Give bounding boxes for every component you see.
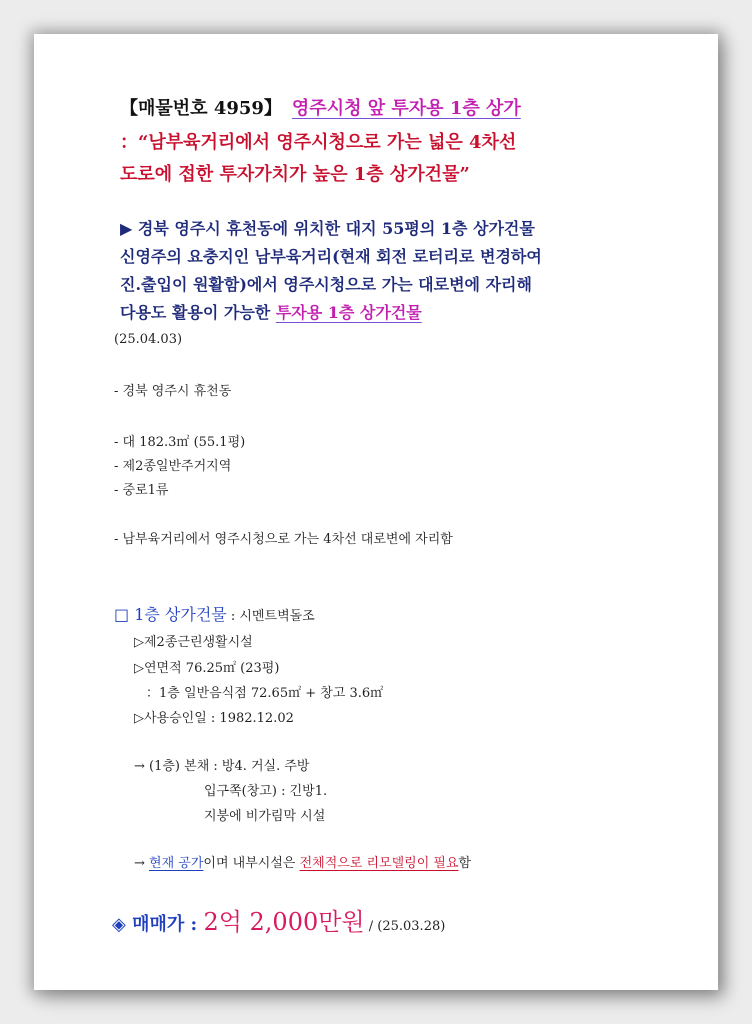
status-line (134, 852, 471, 871)
location-address: - 경북 영주시 휴천동 (114, 384, 232, 399)
layout-entrance: 입구쪽(창고) : 긴방1. (204, 784, 328, 799)
layout-main: → (1층) 본채 : 방4. 거실. 주방 (134, 759, 310, 774)
status-vacant: 현재 공가 (149, 856, 204, 871)
land-zoning: - 제2종일반주거지역 (114, 459, 232, 474)
listing-card (34, 34, 718, 990)
status-suffix: 함 (458, 856, 472, 871)
status-remodel: 전체적으로 리모델링이 필요 (299, 856, 459, 871)
title-line (120, 94, 521, 120)
intro-line-1: ▶ 경북 영주시 휴천동에 위치한 대지 55평의 1층 상가건물 (120, 219, 535, 238)
intro-date: (25.04.03) (114, 332, 183, 347)
building-floor-area: ▷연면적 76.25㎡ (23평) (134, 661, 280, 676)
price-line (112, 902, 445, 937)
layout-roof: 지붕에 비가림막 시설 (204, 809, 326, 824)
listing-number: 【매물번호 4959】 (120, 98, 282, 119)
subtitle-line-1: ：“남부육거리에서 영주시청으로 가는 넓은 4차선 (120, 132, 517, 153)
building-heading: □ 1층 상가건물 (114, 605, 227, 624)
building-approval: ▷사용승인일 : 1982.12.02 (134, 711, 294, 726)
status-arrow: → (134, 856, 150, 871)
building-structure: : 시멘트벽돌조 (226, 609, 315, 624)
price-amount: 2억 2,000만원 (203, 908, 365, 936)
land-area: - 대 182.3㎡ (55.1평) (114, 435, 246, 450)
intro-line-3: 진.출입이 원활함)에서 영주시청으로 가는 대로변에 자리해 (120, 275, 532, 294)
price-date: / (25.03.28) (364, 919, 446, 934)
intro-highlight: 투자용 1층 상가건물 (275, 303, 422, 322)
intro-line-2: 신영주의 요충지인 남부육거리(현재 회전 로터리로 변경하여 (120, 247, 542, 266)
intro-line-4 (120, 300, 422, 323)
access-note: - 남부육거리에서 영주시청으로 가는 4차선 대로변에 자리함 (114, 532, 453, 547)
price-label: ◈ 매매가 : (112, 914, 204, 935)
intro-line-4-text: 다용도 활용이 가능한 (120, 303, 276, 322)
land-road: - 중로1류 (114, 483, 169, 498)
subtitle-line-2: 도로에 접한 투자가치가 높은 1층 상가건물” (120, 164, 470, 185)
building-floor-detail: ：1층 일반음식점 72.65㎡ + 창고 3.6㎡ (146, 686, 384, 701)
status-middle: 이며 내부시설은 (203, 856, 300, 871)
building-use: ▷제2종근린생활시설 (134, 635, 253, 650)
building-heading-line (114, 602, 315, 625)
listing-headline: 영주시청 앞 투자용 1층 상가 (291, 98, 521, 119)
